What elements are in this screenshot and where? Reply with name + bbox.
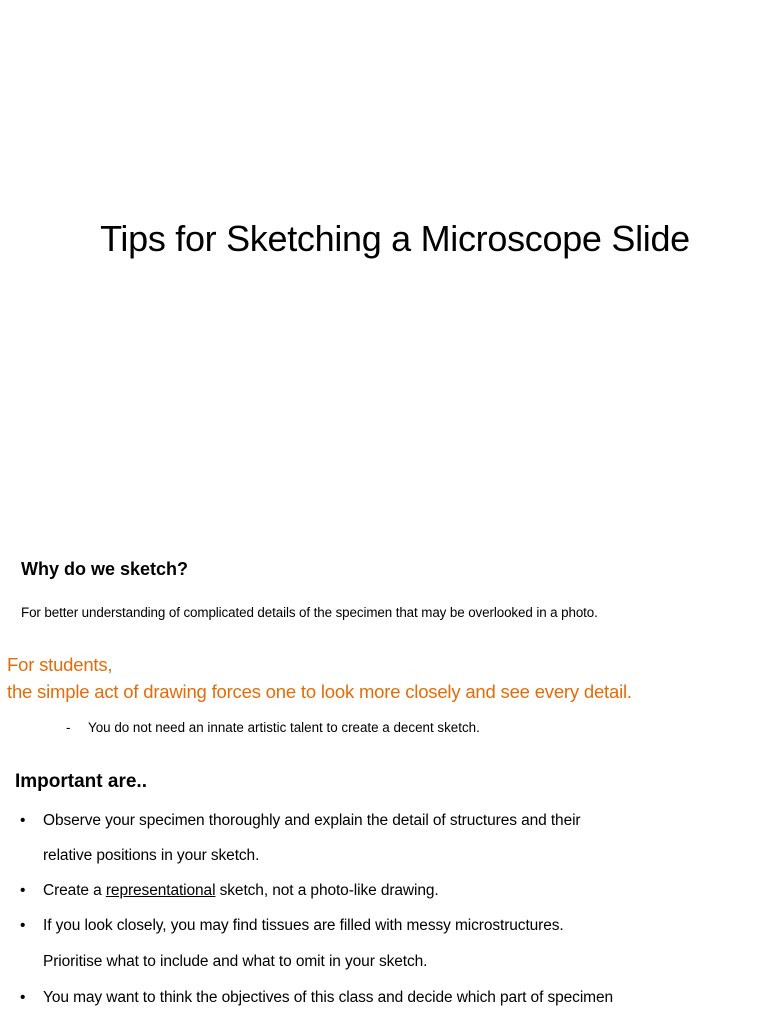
bullet-continuation: relative positions in your sketch. [43,847,260,864]
bullet-text [43,880,439,902]
important-heading: Important are.. [15,771,147,792]
underlined-term: representational [105,882,216,899]
bullet-marker: • [20,989,26,1006]
bullet-marker: • [20,882,26,899]
bullet-text: You may want to think the objectives of this class and decide which part of specimen [43,989,614,1006]
why-body: For better understanding of complicated details of the specimen that may be overlooked in a photo. [21,605,598,620]
why-heading: Why do we sketch? [21,559,189,579]
note-item [66,718,480,738]
students-line-1: For students, [7,654,113,675]
bullet-text: If you look closely, you may find tissues are filled with messy microstructures. [43,917,564,934]
bullet-marker: • [20,917,26,934]
bullet-text-after: sketch, not a photo-like drawing. [215,882,439,899]
bullet-text: Observe your specimen thoroughly and explain the detail of structures and their [43,812,581,829]
bullet-marker: • [20,812,26,829]
students-line-2: the simple act of drawing forces one to look more closely and see every detail. [7,681,632,702]
slide-title: Tips for Sketching a Microscope Slide [100,218,690,259]
dash-marker: - [66,720,71,735]
bullet-continuation: Prioritise what to include and what to omit in your sketch. [43,953,428,970]
bullet-text-before: Create a [43,882,106,899]
note-text: You do not need an innate artistic talent to create a decent sketch. [88,720,480,735]
